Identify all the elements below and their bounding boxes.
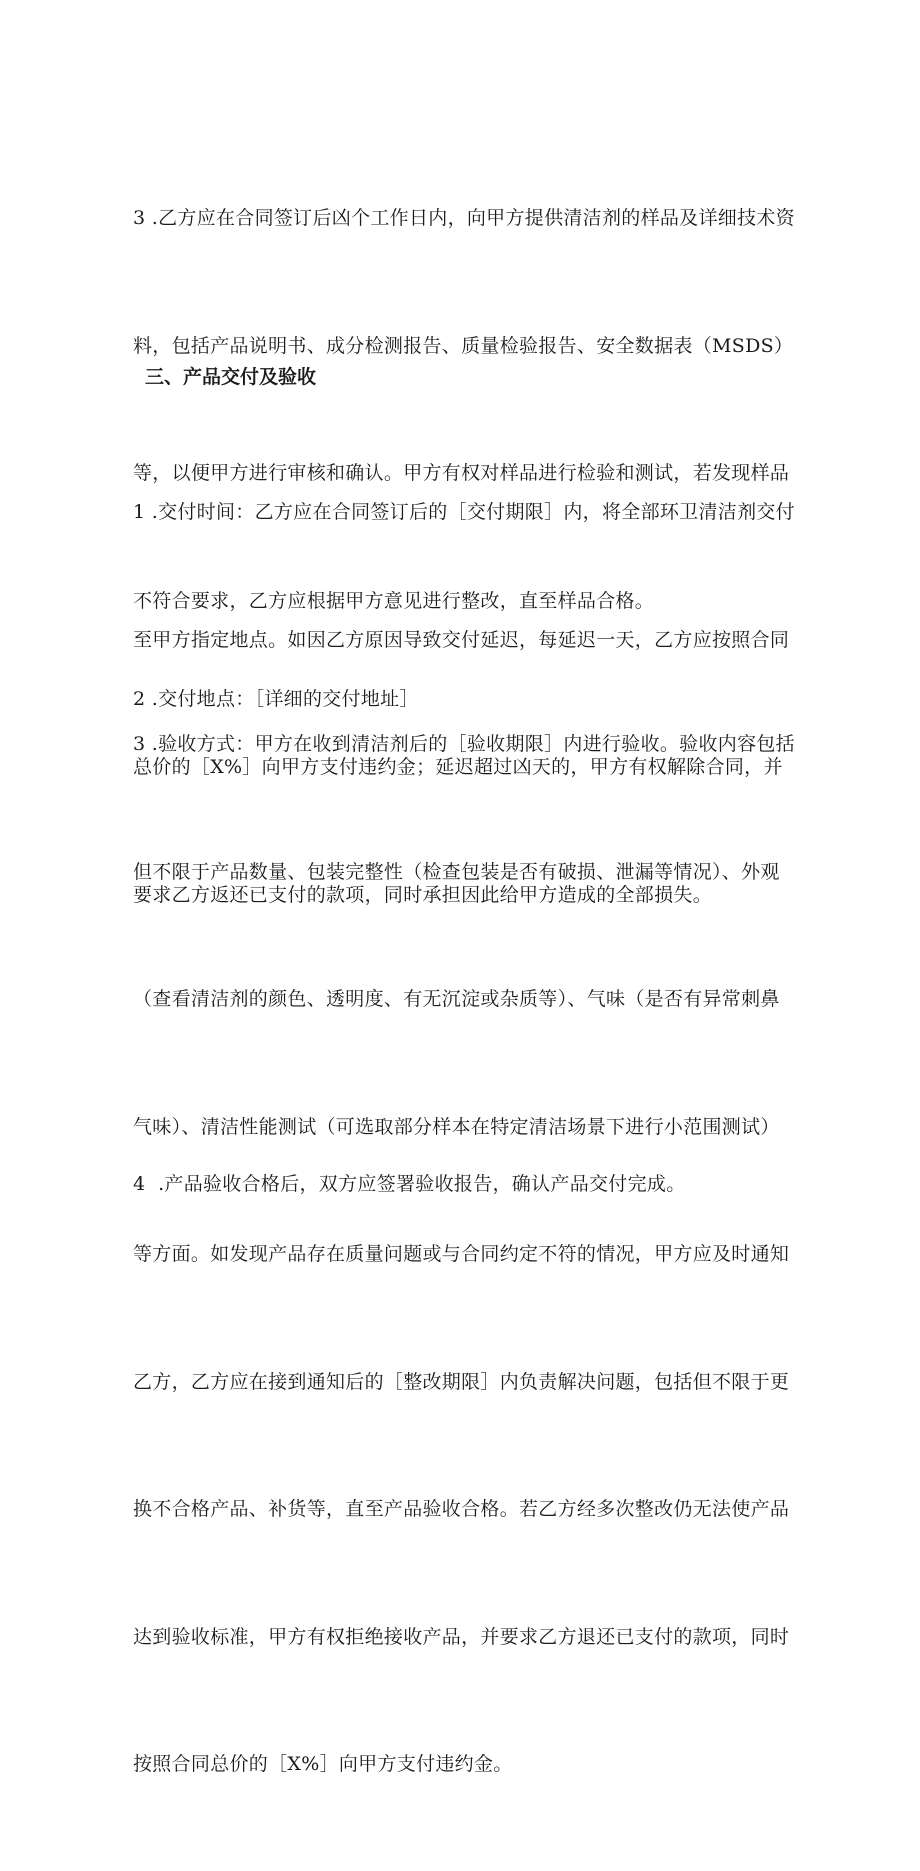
text-line: （查看清洁剂的颜色、透明度、有无沉淀或杂质等）、气味（是否有异常刺鼻 [133, 988, 780, 1010]
text-line: 至甲方指定地点。如因乙方原因导致交付延迟，每延迟一天，乙方应按照合同 [133, 628, 790, 651]
text-line: 等方面。如发现产品存在质量问题或与合同约定不符的情况，甲方应及时通知 [133, 1243, 790, 1265]
clause-acceptance-report [133, 1078, 793, 1291]
text-line: 3 .乙方应在合同签订后凶个工作日内，向甲方提供清洁剂的样品及详细技术资 [133, 207, 795, 229]
text-line: 但不限于产品数量、包装完整性（检查包装是否有破损、泄漏等情况）、外观 [133, 860, 780, 883]
text-line: 料，包括产品说明书、成分检测报告、质量检验报告、安全数据表（MSDS） [133, 334, 794, 357]
text-line: 不符合要求，乙方应根据甲方意见进行整改，直至样品合格。 [133, 589, 655, 612]
text-line: 换不合格产品、补货等，直至产品验收合格。若乙方经多次整改仍无法使产品 [133, 1498, 790, 1520]
text-line: 1 .交付时间：乙方应在合同签订后的［交付期限］内，将全部环卫清洁剂交付 [133, 501, 795, 523]
section-heading: 三、产品交付及验收 [145, 366, 317, 388]
text-line: 总价的［X%］向甲方支付违约金；延迟超过凶天的，甲方有权解除合同，并 [133, 756, 783, 778]
text-line: 等，以便甲方进行审核和确认。甲方有权对样品进行检验和测试，若发现样品 [133, 462, 790, 484]
text-line: 4 .产品验收合格后，双方应签署验收报告，确认产品交付完成。 [133, 1173, 686, 1195]
text-line: 3 .验收方式：甲方在收到清洁剂后的［验收期限］内进行验收。验收内容包括 [133, 733, 795, 755]
text-line: 乙方，乙方应在接到通知后的［整改期限］内负责解决问题，包括但不限于更 [133, 1370, 790, 1393]
text-line: 要求乙方返还已支付的款项，同时承担因此给甲方造成的全部损失。 [133, 883, 713, 906]
text-line: 按照合同总价的［X%］向甲方支付违约金。 [133, 1753, 513, 1775]
text-line: 气味）、清洁性能测试（可选取部分样本在特定清洁场景下进行小范围测试） [133, 1115, 780, 1138]
text-line: 2 .交付地点：［详细的交付地址］ [133, 688, 419, 710]
text-line: 达到验收标准，甲方有权拒绝接收产品，并要求乙方退还已支付的款项，同时 [133, 1625, 790, 1648]
